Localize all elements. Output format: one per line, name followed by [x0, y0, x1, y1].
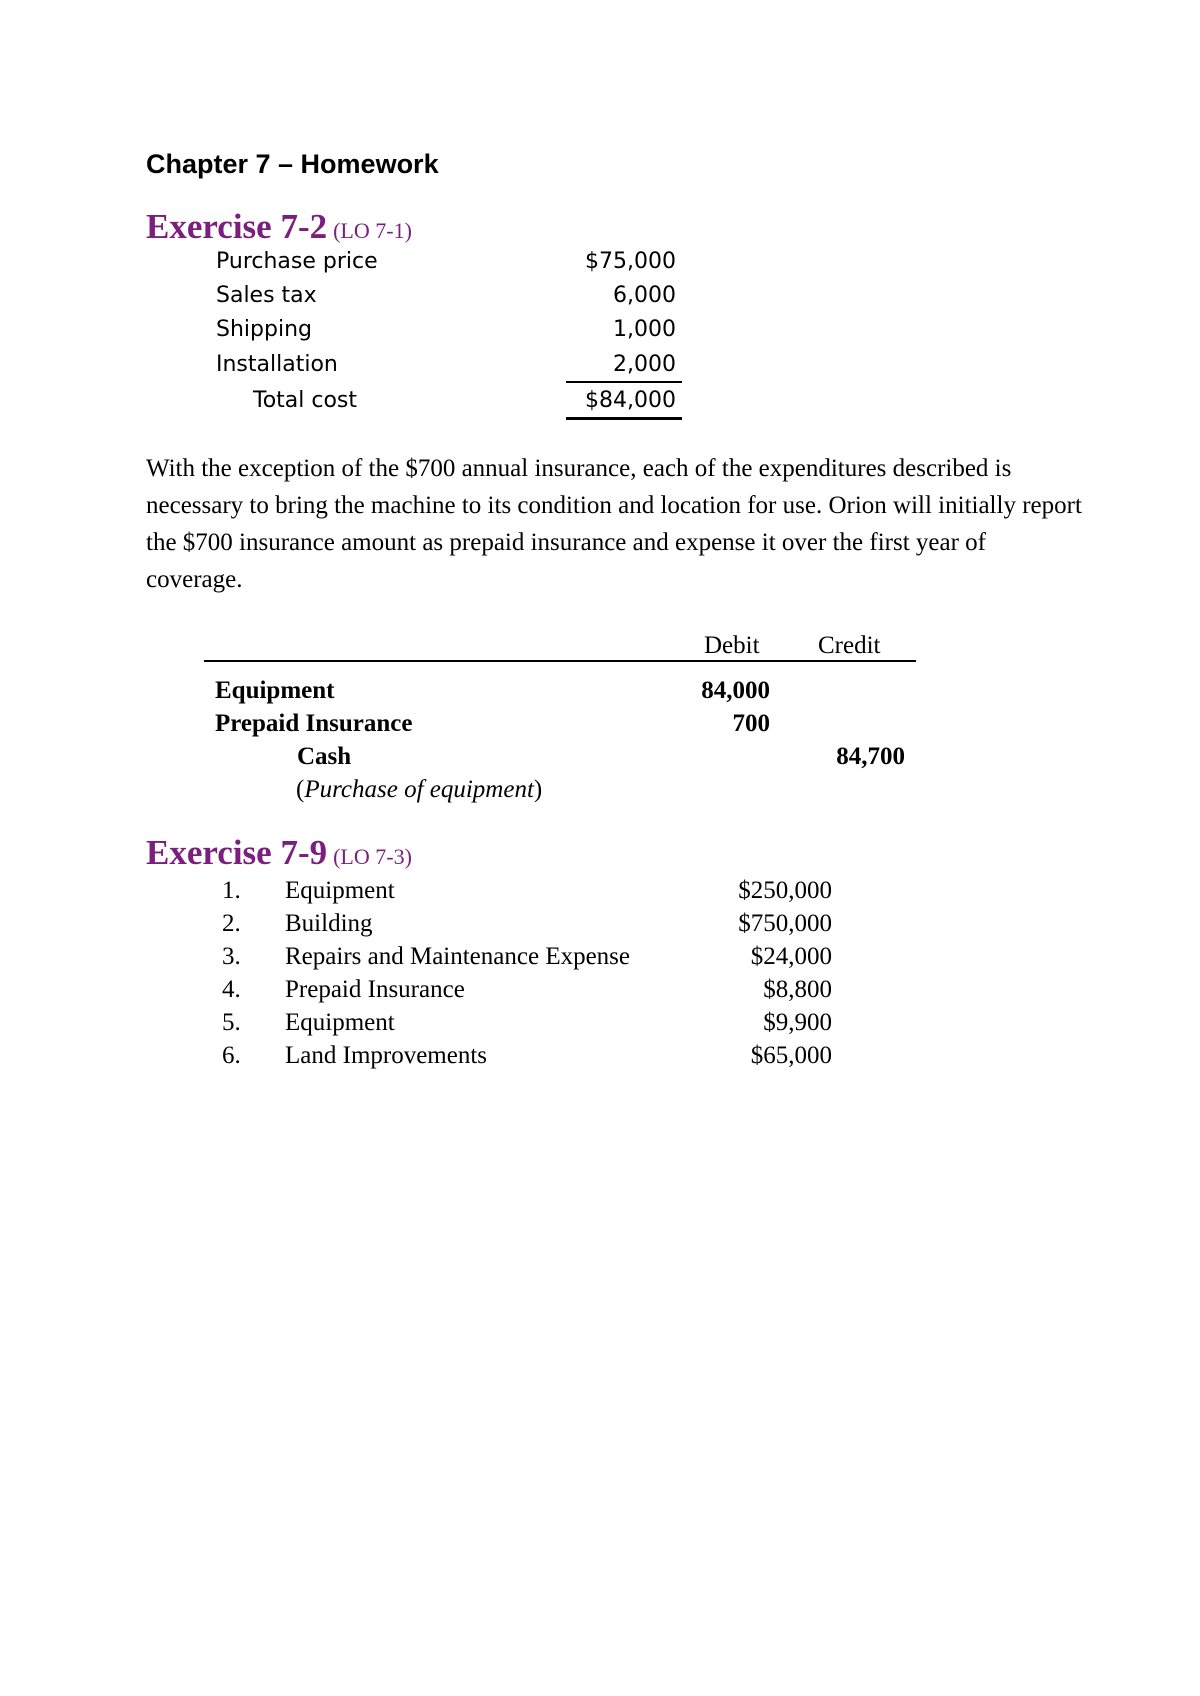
learning-objective: (LO 7-3) — [333, 844, 412, 869]
journal-description — [296, 773, 542, 806]
total-cost-row — [216, 384, 676, 418]
cost-amount: 6,000 — [613, 283, 676, 308]
list-item — [222, 874, 832, 907]
total-double-rule — [566, 417, 682, 420]
item-number: 4. — [222, 976, 241, 1003]
journal-debit: 84,000 — [701, 677, 770, 704]
item-amount: $24,000 — [750, 943, 832, 970]
subtotal-rule — [566, 381, 682, 383]
item-label: Land Improvements — [285, 1042, 488, 1069]
description-text: Purchase of equipment — [304, 776, 534, 803]
list-item — [222, 973, 832, 1006]
cost-row — [216, 313, 676, 347]
journal-account: Equipment — [215, 677, 335, 704]
description-open-paren: ( — [296, 776, 305, 803]
cost-row — [216, 348, 676, 382]
item-label: Equipment — [285, 1009, 395, 1036]
item-amount: $250,000 — [738, 877, 832, 904]
cost-label: Installation — [216, 352, 338, 377]
item-label: Prepaid Insurance — [285, 976, 465, 1003]
journal-header-rule — [204, 660, 916, 662]
journal-credit: 84,700 — [836, 743, 905, 770]
total-label: Total cost — [253, 388, 358, 413]
exercise-7-9-heading — [146, 830, 412, 880]
debit-header: Debit — [704, 632, 760, 659]
item-label: Building — [285, 910, 373, 937]
item-label: Repairs and Maintenance Expense — [285, 943, 631, 970]
item-amount: $9,900 — [763, 1009, 832, 1036]
cost-amount: $75,000 — [585, 249, 676, 274]
journal-account: Prepaid Insurance — [215, 710, 413, 737]
journal-row — [215, 707, 905, 740]
list-item — [222, 940, 832, 973]
cost-label: Shipping — [216, 317, 312, 342]
list-item — [222, 1039, 832, 1072]
cost-label: Purchase price — [216, 249, 378, 274]
list-item — [222, 907, 832, 940]
item-number: 2. — [222, 910, 241, 937]
chapter-title: Chapter 7 – Homework — [146, 149, 439, 179]
learning-objective: (LO 7-1) — [333, 218, 412, 243]
item-number: 5. — [222, 1009, 241, 1036]
cost-label: Sales tax — [216, 283, 317, 308]
list-item — [222, 1006, 832, 1039]
journal-account: Cash — [297, 743, 352, 770]
item-amount: $750,000 — [738, 910, 832, 937]
journal-row — [215, 674, 905, 707]
cost-amount: 2,000 — [613, 352, 676, 377]
cost-amount: 1,000 — [613, 317, 676, 342]
credit-header: Credit — [818, 632, 881, 659]
cost-row — [216, 279, 676, 313]
journal-debit: 700 — [732, 710, 770, 737]
item-number: 1. — [222, 877, 241, 904]
journal-row — [215, 740, 905, 773]
item-amount: $8,800 — [763, 976, 832, 1003]
item-amount: $65,000 — [750, 1042, 832, 1069]
item-number: 6. — [222, 1042, 241, 1069]
explanation-paragraph: With the exception of the $700 annual insurance, each of the expenditures described is necessary to bring the machine to its condition and location for use. Orion will initially report the $700 insurance amount as prepaid insurance and expense it over the first year of coverage. — [146, 455, 1082, 593]
cost-row — [216, 245, 676, 279]
item-number: 3. — [222, 943, 241, 970]
total-amount: $84,000 — [585, 388, 676, 413]
item-label: Equipment — [285, 877, 395, 904]
exercise-name: Exercise 7-9 — [146, 833, 328, 872]
description-close-paren: ) — [533, 776, 543, 803]
exercise-name: Exercise 7-2 — [146, 207, 328, 246]
